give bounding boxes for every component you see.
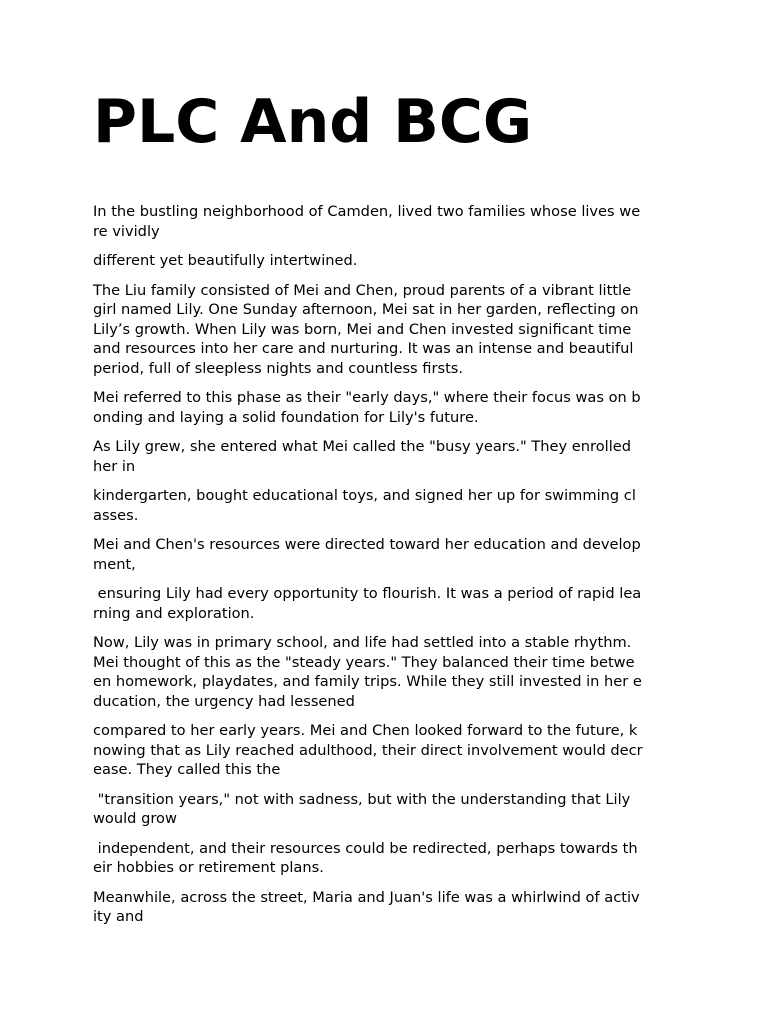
paragraph-line: Now, Lily was in primary school, and life had settled into a stable rhythm. <box>93 634 632 651</box>
paragraph-line: onding and laying a solid foundation for Lily's future. <box>93 408 479 426</box>
paragraph-line: Meanwhile, across the street, Maria and Juan's life was a whirlwind of activ <box>93 888 640 906</box>
paragraph-line: period, full of sleepless nights and countless firsts. <box>93 359 464 377</box>
paragraph-line: "transition years," not with sadness, but with the understanding that Lily <box>93 790 631 808</box>
paragraph <box>93 251 693 271</box>
paragraph-line: Mei thought of this as the "steady years." They balanced their time betwe <box>93 653 635 671</box>
paragraph-line: ment, <box>93 555 136 573</box>
paragraph-line: Lily’s growth. When Lily was born, Mei and Chen invested significant time <box>93 320 632 338</box>
paragraph <box>93 888 693 927</box>
paragraph-line: ensuring Lily had every opportunity to flourish. It was a period of rapid lea <box>93 585 642 602</box>
paragraph <box>93 790 693 829</box>
paragraph-line: and resources into her care and nurturing. It was an intense and beautiful <box>93 340 634 357</box>
paragraph-line: rning and exploration. <box>93 604 255 622</box>
document-body <box>93 202 693 937</box>
paragraph <box>93 535 693 574</box>
paragraph-line: would grow <box>93 810 177 827</box>
paragraph-line: As Lily grew, she entered what Mei called the "busy years." They enrolled <box>93 438 631 455</box>
paragraph-line: kindergarten, bought educational toys, and signed her up for swimming cl <box>93 487 636 504</box>
paragraph <box>93 486 693 525</box>
paragraph-line: The Liu family consisted of Mei and Chen, proud parents of a vibrant little <box>93 281 632 299</box>
paragraph <box>93 281 693 379</box>
paragraph-line: girl named Lily. One Sunday afternoon, Mei sat in her garden, reflecting on <box>93 301 639 318</box>
paragraph-line: her in <box>93 457 136 475</box>
paragraph-line: eir hobbies or retirement plans. <box>93 859 324 876</box>
paragraph-line: In the bustling neighborhood of Camden, lived two families whose lives we <box>93 203 641 220</box>
page-title: PLC And BCG <box>93 87 533 157</box>
paragraph-line: different yet beautifully intertwined. <box>93 252 358 269</box>
paragraph <box>93 202 693 241</box>
paragraph <box>93 633 693 711</box>
paragraph-line: re vividly <box>93 222 160 240</box>
paragraph-line: Mei and Chen's resources were directed toward her education and develop <box>93 536 641 553</box>
paragraph-line: asses. <box>93 506 139 524</box>
paragraph <box>93 721 693 780</box>
paragraph-line: ity and <box>93 908 144 925</box>
paragraph-line: compared to her early years. Mei and Chen looked forward to the future, k <box>93 722 638 739</box>
paragraph <box>93 584 693 623</box>
paragraph <box>93 437 693 476</box>
paragraph-line: nowing that as Lily reached adulthood, their direct involvement would decr <box>93 741 643 759</box>
paragraph-line: independent, and their resources could be redirected, perhaps towards th <box>93 839 638 857</box>
paragraph-line: ducation, the urgency had lessened <box>93 692 355 710</box>
paragraph-line: Mei referred to this phase as their "early days," where their focus was on b <box>93 389 641 406</box>
paragraph <box>93 839 693 878</box>
paragraph-line: en homework, playdates, and family trips. While they still invested in her e <box>93 673 642 690</box>
paragraph-line: ease. They called this the <box>93 761 281 778</box>
paragraph <box>93 388 693 427</box>
